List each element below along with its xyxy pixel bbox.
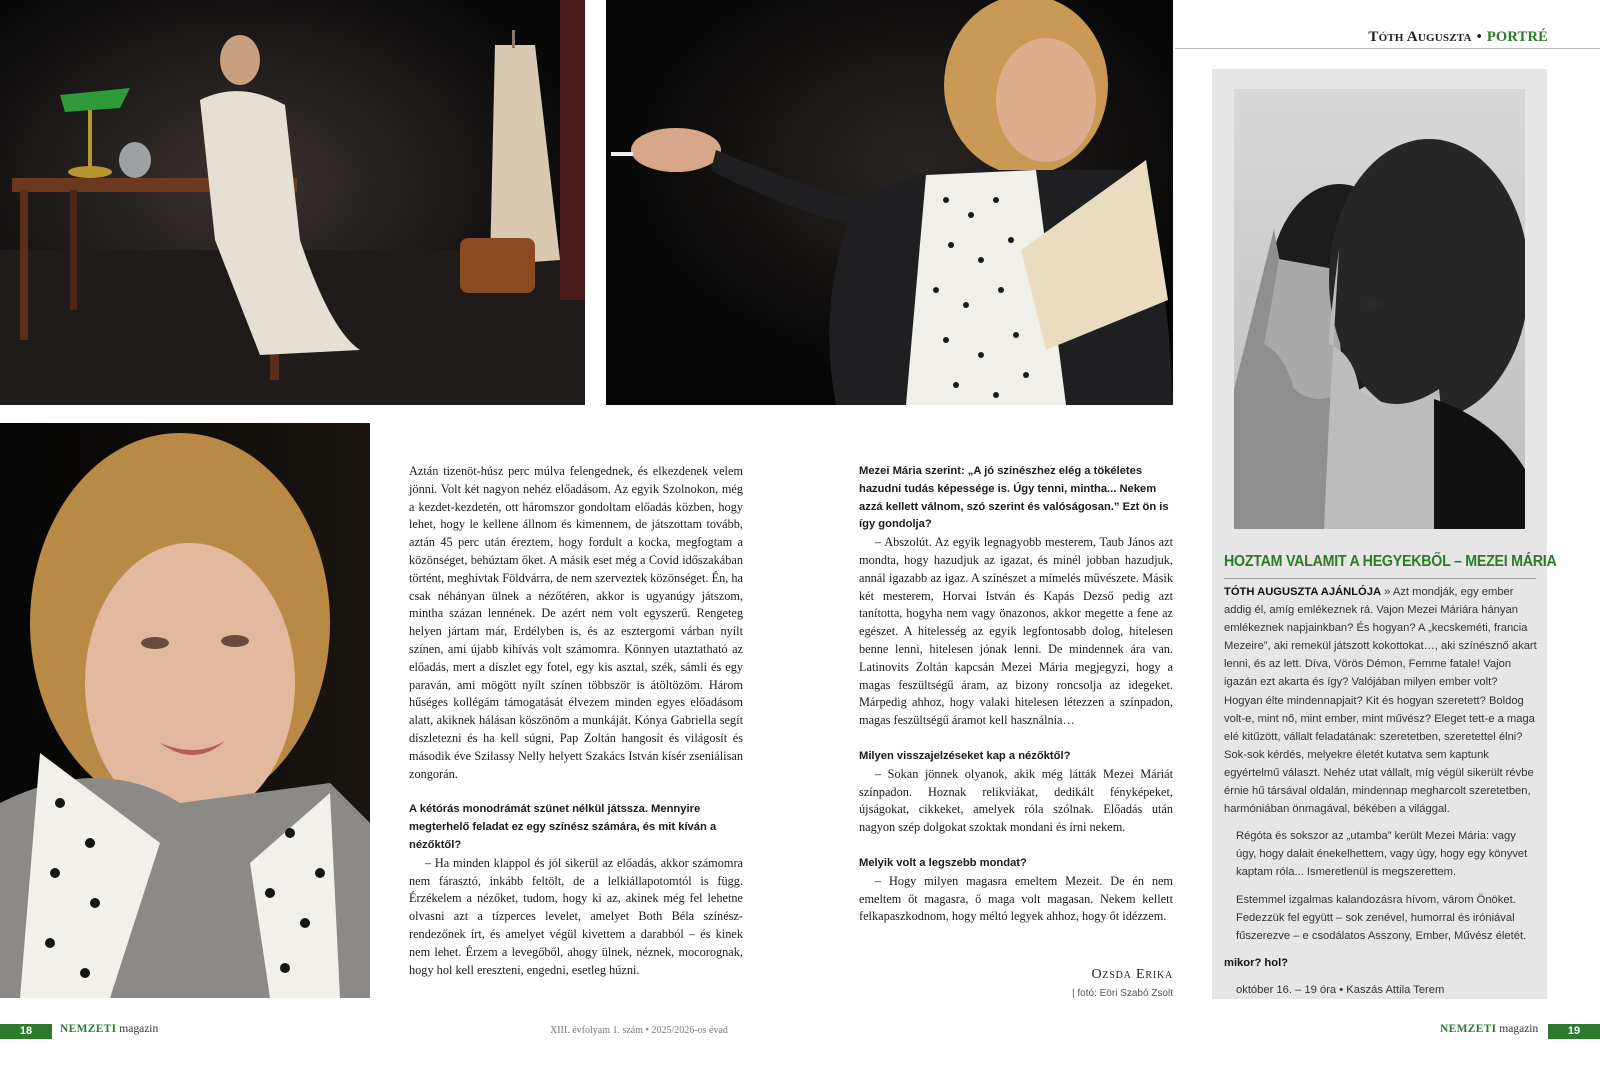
- magazine-brand-left: [60, 1023, 158, 1035]
- event-when: október 16. – 19 óra • Kaszás Attila Terem: [1236, 983, 1445, 996]
- header-rule: [1175, 48, 1600, 49]
- stage-photo-desk: [0, 0, 585, 405]
- brand-name: NEMZETI: [1440, 1023, 1497, 1035]
- article-paragraph: – Ha minden klappol és jól sikerül az előadás, akkor számomra nem fárasztó, inkább feltölt, de a lelkiállapotomtól is függ. Érzékelem a nézőket, tudom, hogy ki az, akinek még fel lehetne olvasni azt a tízperces levelet, amelyet Both Béla színész-rendezőnek írt, és amelyet végül kivettem a darabból – és kinek nem lehet. Érzem a levegőből, ahogy ülnek, néznek, mocorognak, hogy hol kell ereszteni, engedni, esetleg húzni.: [409, 855, 743, 977]
- interview-question: A kétórás monodrámát szünet nélkül játssza. Mennyire megterhelő feladat ez egy színész számára, és mit kíván a nézőktől?: [409, 803, 717, 851]
- running-header: [1368, 29, 1548, 46]
- sidebar-divider: [1224, 578, 1536, 579]
- brand-suffix: magazin: [119, 1023, 159, 1035]
- article-paragraph: – Sokan jönnek olyanok, akik még látták Mezei Máriát színpadon. Hoznak relikviákat, dedikált fényképeket, újságokat, cikkeket, amelyek róla szólnak. Előadás után nagyon szép dolgokat szoktak mondani és írni nekem.: [859, 766, 1173, 835]
- brand-name: NEMZETI: [60, 1023, 117, 1035]
- magazine-brand-right: [1440, 1023, 1538, 1035]
- sidebar-paragraph: [1224, 583, 1537, 818]
- author-signature: Ozsda Erika: [1091, 967, 1173, 982]
- article-column-1: [409, 463, 743, 979]
- sidebar-paragraph: Estemmel izgalmas kalandozásra hívom, várom Önöket. Fedezzük fel együtt – sok zenével, humorral és iróniával fűszerezve – e csodálatos Asszony, Ember, Művész életét.: [1236, 893, 1527, 942]
- sidebar-body: [1224, 583, 1537, 1008]
- sidebar-intro-text: » Azt mondják, egy ember addig él, amíg emlékeznek rá. Vajon Mezei Máriára hányan emlékeznek napjainkban? És hogyan? A „kecskeméti, francia Mezeire”, aki remekül játszott kokottokat…, aki színésznő akart lenni, és az lett. Díva, Vörös Démon, Femme fatale! Vajon igazán ezt akarta és így? Valójában milyen ember volt? Hogyan élte mindennapjait? Kit és hogyan szeretett? Boldog volt-e, mint nő, mint ember, mint művész? Eleget tett-e a maga elé kitűzött, vállalt feladatának: szeretetben, szeretettel élni? Sok-sok kérdés, melyekre életét kutatva sem kaptunk egyértelmű választ. Nehéz utat vállalt, míg végül sikerült révbe érnie hű társával oldalán, mindennap megharcolt szeretetben, harmóniában önmagával, békében a világgal.: [1224, 586, 1537, 816]
- brand-suffix: magazin: [1499, 1023, 1539, 1035]
- interview-question: Milyen visszajelzéseket kap a nézőktől?: [859, 749, 1071, 762]
- header-separator: •: [1476, 29, 1482, 45]
- header-author: Tóth Auguszta: [1368, 29, 1472, 45]
- article-paragraph: Aztán tizenöt-húsz perc múlva felengednek, és elkezdenek velem jönni. Volt két nagyon nehéz előadásom. Az egyik Szolnokon, még a kezdet-kezdetén, ott háromszor gondoltam előadás közben, hogy lehet, hogy le kellene állnom és kimennem, de játszottam tovább, aztán 45 perc után éreztem, hogy fordult a kocka, megfogtam a közönséget, behúztam őket. A másik eset még a Covid időszakában történt, meghívtak Földvárra, de nem szerveztek közönséget. Én, ha csak néhányan ülnek a nézőtéren, akkor is ugyanúgy játszom, mintha százan lennének. De azért nem volt egyszerű. Rengeteg helyen jártam már, Erdélyben is, és az esztergomi várban nyílt színen, ami újabb kihívás volt számomra. Könnyen utaztatható az előadás, mert a díszlet egy fotel, egy kis asztal, szék, sámli és egy paraván, ami mögött nyílt színen többször is átöltözöm. Három hűséges kollégám támogatását élvezem minden egyes előadásom alatt, akiknek hálásan köszönöm a munkáját. Kónya Gabriella segít díszletezni és ha kell súgni, Pap Zoltán hangosít és világosít és második éve Szilassy Nelly helyett Szakács István kísér zseniálisan zongorán.: [409, 464, 743, 781]
- portrait-photo-closeup: [0, 423, 370, 998]
- event-when-label: mikor? hol?: [1224, 956, 1289, 969]
- photo-credit: | fotó: Eöri Szabó Zsolt: [1072, 988, 1173, 999]
- article-paragraph: – Abszolút. Az egyik legnagyobb mesterem, Taub János azt mondta, hogy hazudjuk az igazat, és minél jobban hazudjuk, annál igazabb az igaz. A színészet a mímelés művészete. Másik két mesterem, Horvai István és Kapás Dezső pedig azt tanította, hogyha nem vagy önazonos, akkor megette a fene az egészet. A hitelesség az egyik legfontosabb dolog, hitelesen benne lenni, hitelesen jónak lenni. De mindennek ára van. Latinovits Zoltán kapcsán Mezei Mária megjegyzi, hogy a magas feszültségű áram, az bizony roncsolja az idegeket. Márpedig ahhoz, hogy valaki hitelesen létezzen a színpadon, magas feszültségű áramot kell használnia…: [859, 535, 1173, 728]
- page-number-left: 18: [0, 1024, 52, 1039]
- interview-question: Mezei Mária szerint: „A jó színészhez elég a tökéletes hazudni tudás képessége is. Úgy tenni, mintha... Nekem azzá kellett válnom, szó szerint és valóságosan.” Ezt ön is így gondolja?: [859, 465, 1169, 531]
- issue-info: XIII. évfolyam 1. szám • 2025/2026-os évad: [550, 1025, 728, 1036]
- article-paragraph: – Hogy milyen magasra emeltem Mezeit. De én nem emeltem őt magasra, ő maga volt magasan. Nekem kellett felkapaszkodnom, hogy méltó legyek ahhoz, hogy őt idézzem.: [859, 873, 1173, 924]
- header-section: PORTRÉ: [1486, 29, 1548, 45]
- sidebar-lead: TÓTH AUGUSZTA AJÁNLÓJA: [1224, 586, 1382, 598]
- stage-photo-letter: [606, 0, 1173, 405]
- page-number-right: 19: [1548, 1024, 1600, 1039]
- interview-question: Melyik volt a legszebb mondat?: [859, 856, 1027, 869]
- sidebar-paragraph: Régóta és sokszor az „utamba” került Mezei Mária: vagy úgy, hogy dalait énekelhettem, vagy úgy, hogy egy könyvet kaptam róla... Ismeretlenül is megszerettem.: [1236, 830, 1528, 879]
- event-sidebar: [1212, 69, 1557, 999]
- sidebar-portrait-photo: [1234, 89, 1525, 529]
- sidebar-title: HOZTAM VALAMIT A HEGYEKBŐL – MEZEI MÁRIA: [1224, 553, 1557, 570]
- article-column-2: [859, 463, 1173, 926]
